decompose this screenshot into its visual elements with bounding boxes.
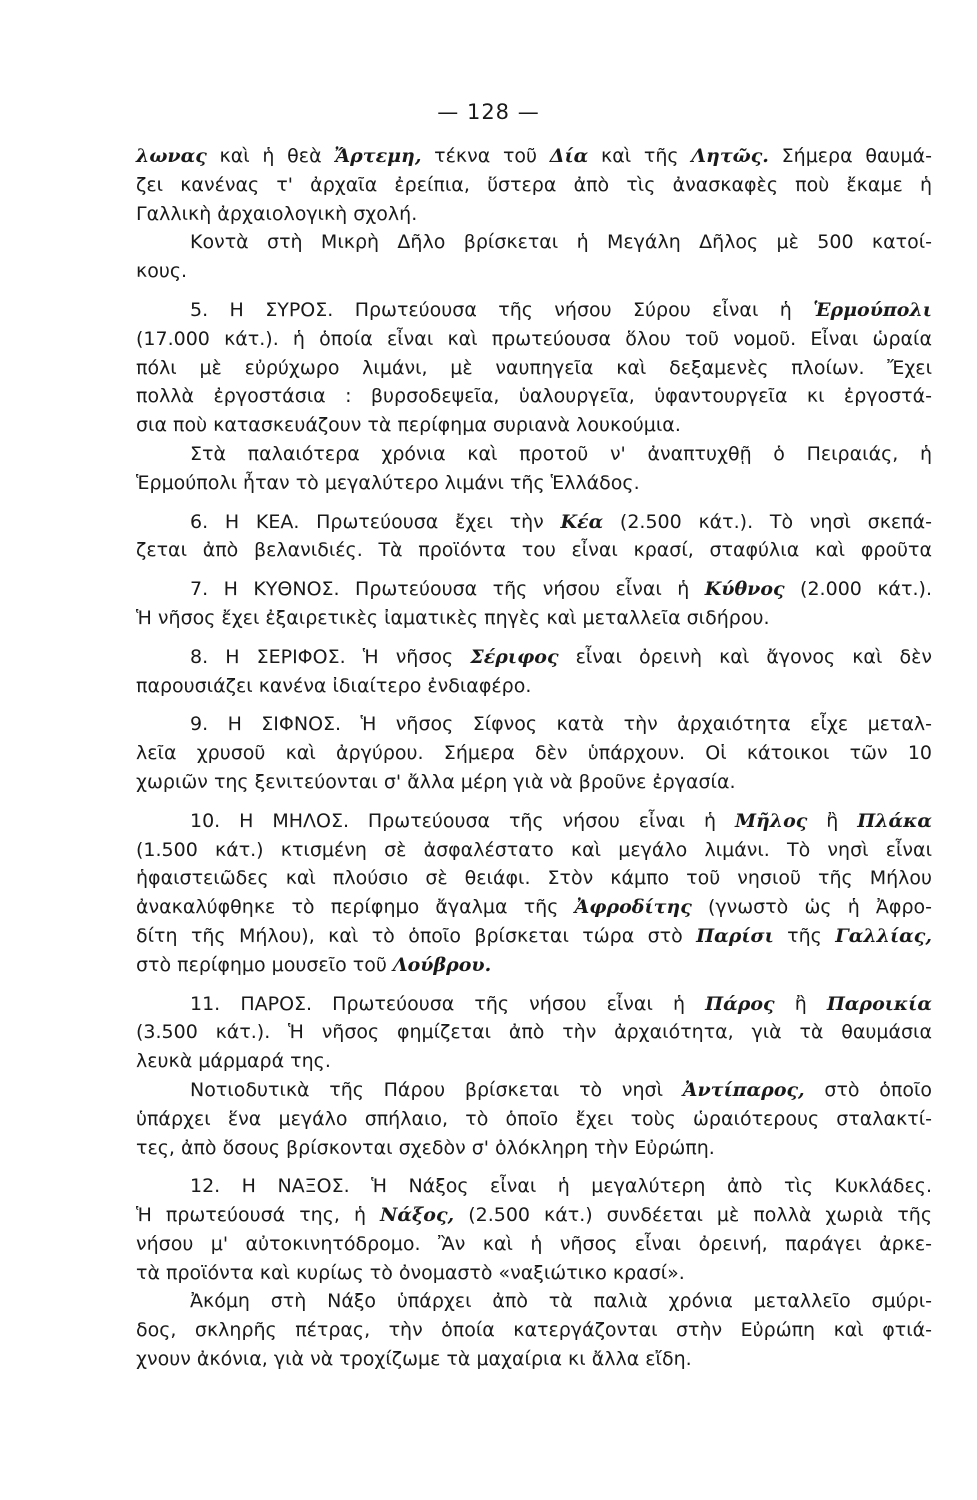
text-line: [136, 536, 932, 565]
emphasized-term: Σέριφος: [470, 645, 559, 668]
text-line: [136, 1076, 932, 1105]
text-line: [136, 440, 932, 469]
text-line: [136, 325, 932, 354]
text-segment: χωριῶν της ξενιτεύονται σ' ἄλλα μέρη γιὰ νὰ βροῦνε ἐργασία.: [136, 770, 736, 793]
text-segment: κους.: [136, 260, 188, 283]
text-line: [136, 142, 932, 171]
text-segment: 8. Η ΣΕΡΙΦΟΣ. Ἡ νῆσος: [190, 645, 471, 668]
text-line: [136, 1345, 932, 1374]
text-line: [136, 990, 932, 1019]
text-segment: πόλι μὲ εὐρύχωρο λιμάνι, μὲ ναυπηγεῖα καὶ δεξαμενὲς πλοίων. Ἔχει: [136, 356, 932, 379]
text-segment: Ἑρμούπολι ἦταν τὸ μεγαλύτερο λιμάνι τῆς Ἑλλάδος.: [136, 471, 640, 494]
text-line: [136, 643, 932, 672]
text-line: [136, 1105, 932, 1134]
page-number: — 128 —: [437, 100, 540, 124]
text-segment: 6. Η ΚΕΑ. Πρωτεύουσα ἔχει τὴν: [190, 510, 561, 533]
text-segment: εἶναι ὀρεινὴ καὶ ἄγονος καὶ δὲν: [558, 645, 932, 668]
emphasized-term: Νάξος,: [380, 1204, 455, 1227]
text-line: [136, 604, 932, 633]
text-line: [136, 575, 932, 604]
text-segment: (17.000 κάτ.). ἡ ὁποία εἶναι καὶ πρωτεύουσα ὅλου τοῦ νομοῦ. Εἶναι ὡραία: [136, 327, 932, 350]
text-segment: ἀνακαλύφθηκε τὸ περίφημο ἄγαλμα τῆς: [136, 896, 575, 919]
text-segment: νήσου μ' αὐτοκινητόδρομο. Ἂν καὶ ἡ νῆσος εἶναι ὀρεινή, παράγει ἀρκε-: [136, 1232, 932, 1255]
text-segment: χνουν ἀκόνια, γιὰ νὰ τροχίζωμε τὰ μαχαίρια κι ἄλλα εἴδη.: [136, 1348, 692, 1371]
text-line: [136, 200, 932, 229]
text-segment: 9. Η ΣΙΦΝΟΣ. Ἡ νῆσος Σίφνος κατὰ τὴν ἀρχαιότητα εἶχε μεταλ-: [190, 713, 932, 736]
emphasized-term: Γαλλίας,: [835, 924, 932, 947]
text-line: [136, 508, 932, 537]
text-segment: (2.000 κάτ.).: [784, 578, 932, 601]
text-line: [136, 1172, 932, 1201]
emphasized-term: Κέα: [560, 510, 604, 533]
text-segment: (2.500 κάτ.). Τὸ νησὶ σκεπά-: [603, 510, 932, 533]
text-segment: τες, ἀπὸ ὅσους βρίσκονται σχεδὸν σ' ὁλόκληρη τὴν Εὐρώπη.: [136, 1136, 715, 1159]
text-line: [136, 1018, 932, 1047]
text-line: [136, 1047, 932, 1076]
paragraph-gap: [136, 700, 932, 710]
text-segment: ζει κανένας τ' ἀρχαῖα ἐρείπια, ὕστερα ἀπὸ τὶς ἀνασκαφὲς ποὺ ἔκαμε ἡ: [136, 173, 932, 196]
paragraph-gap: [136, 498, 932, 508]
text-line: [136, 228, 932, 257]
text-segment: 11. ΠΑΡΟΣ. Πρωτεύουσα τῆς νήσου εἶναι ἡ: [190, 992, 706, 1015]
text-segment: δος, σκληρῆς πέτρας, τὴν ὁποία κατεργάζονται στὴν Εὐρώπη καὶ φτιά-: [136, 1319, 932, 1342]
paragraph-gap: [136, 565, 932, 575]
emphasized-term: λωνας: [136, 145, 207, 167]
emphasized-term: Πάρος: [705, 992, 775, 1015]
paragraph-gap: [136, 286, 932, 296]
emphasized-term: Ἄρτεμη,: [334, 145, 422, 167]
text-line: [136, 1230, 932, 1259]
text-segment: καὶ ἡ θεὰ: [206, 145, 335, 167]
text-segment: Νοτιοδυτικὰ τῆς Πάρου βρίσκεται τὸ νησὶ: [190, 1078, 683, 1101]
text-line: [136, 739, 932, 768]
text-segment: ζεται ἀπὸ βελανιδιές. Τὰ προϊόντα του εἶναι κρασί, σταφύλια καὶ φροῦτα: [136, 539, 932, 562]
text-segment: λεῖα χρυσοῦ καὶ ἀργύρου. Σήμερα δὲν ὑπάρχουν. Οἱ κάτοικοι τῶν 10: [136, 742, 932, 765]
text-line: [136, 893, 932, 922]
text-segment: σια ποὺ κατασκευάζουν τὰ περίφημα συριανὰ λουκούμια.: [136, 414, 681, 437]
text-segment: τῆς: [773, 924, 836, 947]
text-line: [136, 710, 932, 739]
text-line: [136, 1259, 932, 1288]
emphasized-term: Δία: [549, 145, 589, 167]
text-segment: (1.500 κάτ.) κτισμένη σὲ ἀσφαλέστατο καὶ μεγάλο λιμάνι. Τὸ νησὶ εἶναι: [136, 838, 932, 861]
text-segment: Στὰ παλαιότερα χρόνια καὶ προτοῦ ν' ἀναπτυχθῇ ὁ Πειραιάς, ἡ: [190, 442, 932, 465]
text-segment: 10. Η ΜΗΛΟΣ. Πρωτεύουσα τῆς νήσου εἶναι ἡ: [190, 809, 735, 832]
text-line: [136, 768, 932, 797]
text-segment: 7. Η ΚΥΘΝΟΣ. Πρωτεύουσα τῆς νήσου εἶναι ἡ: [190, 578, 705, 601]
text-line: [136, 411, 932, 440]
paragraph-gap: [136, 1162, 932, 1172]
text-segment: (γνωστὸ ὡς ἡ Ἀφρο-: [691, 896, 932, 919]
text-line: [136, 1316, 932, 1345]
text-line: [136, 1134, 932, 1163]
text-segment: πολλὰ ἐργοστάσια : βυρσοδεψεῖα, ὑαλουργεῖα, ὑφαντουργεῖα κι ἐργοστά-: [136, 385, 932, 408]
text-segment: Κοντὰ στὴ Μικρὴ Δῆλο βρίσκεται ἡ Μεγάλη Δῆλος μὲ 500 κατοί-: [190, 231, 932, 254]
text-segment: στὸ ὁποῖο: [804, 1078, 932, 1101]
text-segment: 5. Η ΣΥΡΟΣ. Πρωτεύουσα τῆς νήσου Σύρου εἶναι ἡ: [190, 298, 814, 321]
text-segment: 12. Η ΝΑΞΟΣ. Ἡ Νάξος εἶναι ἡ μεγαλύτερη ἀπὸ τὶς Κυκλάδες.: [190, 1175, 932, 1198]
text-line: [136, 807, 932, 836]
text-segment: στὸ περίφημο μουσεῖο τοῦ: [136, 953, 393, 976]
text-segment: Ἡ πρωτεύουσά της, ἡ: [136, 1204, 381, 1227]
text-line: [136, 922, 932, 951]
text-segment: ἡφαιστειῶδες καὶ πλούσιο σὲ θειάφι. Στὸν κάμπο τοῦ νησιοῦ τῆς Μήλου: [136, 867, 932, 890]
emphasized-term: Παροικία: [826, 992, 932, 1015]
text-line: [136, 354, 932, 383]
text-segment: Γαλλικὴ ἀρχαιολογικὴ σχολή.: [136, 202, 418, 225]
text-segment: ὑπάρχει ἕνα μεγάλο σπήλαιο, τὸ ὁποῖο ἔχει τοὺς ὡραιότερους σταλακτί-: [136, 1107, 932, 1130]
text-segment: Ἀκόμη στὴ Νάξο ὑπάρχει ἀπὸ τὰ παλιὰ χρόνια μεταλλεῖο σμύρι-: [190, 1290, 932, 1313]
text-segment: τέκνα τοῦ: [421, 145, 550, 167]
paragraph-gap: [136, 980, 932, 990]
text-segment: λευκὰ μάρμαρά της.: [136, 1050, 331, 1073]
text-segment: Ἡ νῆσος ἔχει ἐξαιρετικὲς ἰαματικὲς πηγὲς καὶ μεταλλεῖα σιδήρου.: [136, 606, 770, 629]
paragraph-gap: [136, 633, 932, 643]
text-segment: (3.500 κάτ.). Ἡ νῆσος φημίζεται ἀπὸ τὴν ἀρχαιότητα, γιὰ τὰ θαυμάσια: [136, 1021, 932, 1044]
text-line: [136, 672, 932, 701]
paragraph-gap: [136, 797, 932, 807]
text-segment: Σήμερα θαυμά-: [768, 145, 932, 167]
text-line: [136, 864, 932, 893]
text-line: [136, 382, 932, 411]
text-line: [136, 171, 932, 200]
emphasized-term: Λητῶς.: [691, 145, 769, 167]
emphasized-term: Μῆλος: [734, 809, 808, 832]
emphasized-term: Ἑρμούπολι: [813, 298, 932, 321]
text-line: [136, 1287, 932, 1316]
emphasized-term: Λούβρου.: [392, 953, 492, 976]
text-line: [136, 469, 932, 498]
text-segment: τὰ προϊόντα καὶ κυρίως τὸ ὀνομαστὸ «ναξιώτικο κρασί».: [136, 1261, 685, 1284]
emphasized-term: Παρίσι: [696, 924, 774, 947]
text-segment: καὶ τῆς: [588, 145, 692, 167]
text-line: [136, 296, 932, 325]
emphasized-term: Ἀφροδίτης: [574, 896, 692, 919]
text-line: [136, 836, 932, 865]
text-line: [136, 257, 932, 286]
text-segment: (2.500 κάτ.) συνδέεται μὲ πολλὰ χωριὰ τῆς: [454, 1204, 933, 1227]
emphasized-term: Κύθνος: [704, 578, 785, 601]
emphasized-term: Πλάκα: [857, 809, 933, 832]
body-text: [136, 142, 932, 1374]
text-line: [136, 1201, 932, 1230]
text-segment: δίτη τῆς Μήλου), καὶ τὸ ὁποῖο βρίσκεται τώρα στὸ: [136, 924, 697, 947]
text-line: [136, 951, 932, 980]
text-segment: ἢ: [807, 809, 858, 832]
emphasized-term: Ἀντίπαρος,: [682, 1078, 805, 1101]
text-segment: παρουσιάζει κανένα ἰδιαίτερο ἐνδιαφέρο.: [136, 674, 532, 697]
text-segment: ἢ: [774, 992, 827, 1015]
